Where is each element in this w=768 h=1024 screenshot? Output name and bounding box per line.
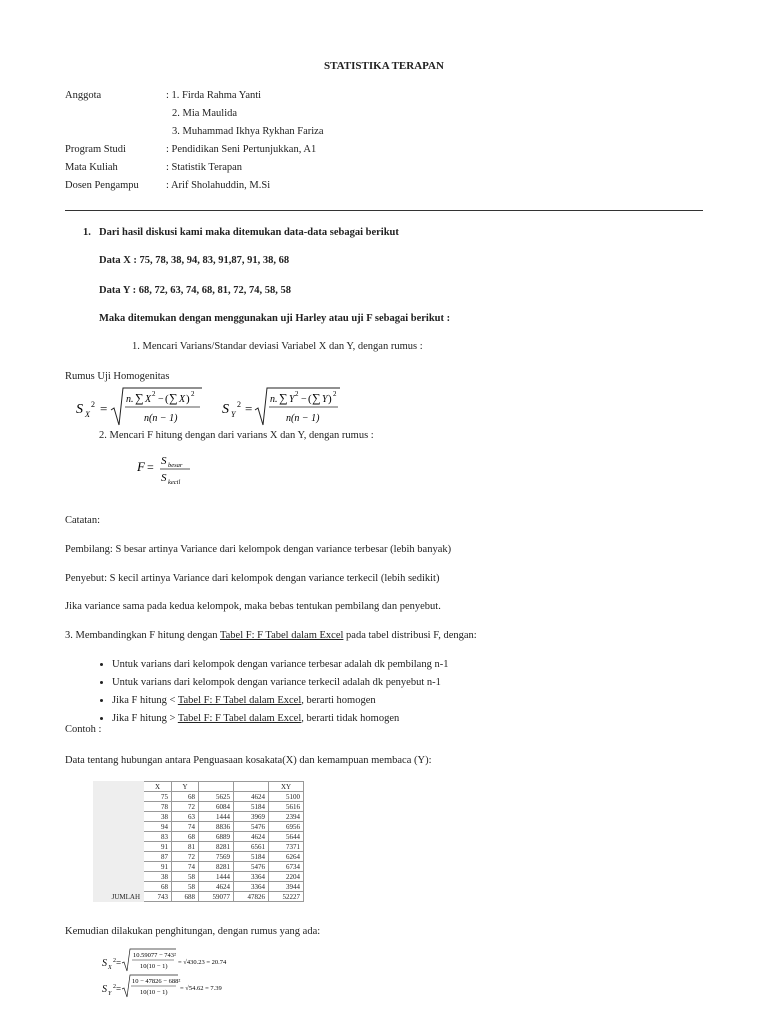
svg-text:kecil: kecil [168, 479, 181, 486]
jika-text: Jika variance sama pada kedua kelompok, maka bebas tentukan pembilang dan penyebut. [65, 601, 441, 612]
list-item: • Jika F hitung < Tabel F: F Tabel dalam Excel, berarti homogen [112, 692, 448, 710]
table-cell [94, 872, 144, 882]
step-3-post: pada tabel distribusi F, dengan: [343, 630, 477, 641]
prodi-label: Program Studi [65, 144, 126, 155]
table-cell: 5476 [234, 822, 269, 832]
prodi-value: : Pendidikan Seni Pertunjukkan, A1 [166, 144, 317, 155]
svg-text:): ) [186, 393, 190, 405]
table-cell: 8836 [199, 822, 234, 832]
svg-text:=: = [245, 401, 253, 416]
anggota-3: 3. Muhammad Ikhya Rykhan Fariza [172, 126, 324, 137]
table-row [94, 882, 304, 892]
variance-formula-y [222, 388, 340, 425]
table-cell: 6561 [234, 842, 269, 852]
svg-text:−: − [301, 394, 307, 405]
table-cell: 63 [172, 812, 199, 822]
table-cell: 5476 [234, 862, 269, 872]
table-header-cell [234, 782, 269, 792]
anggota-2: 2. Mia Maulida [172, 108, 238, 119]
calc-sx [102, 949, 227, 971]
svg-text:n(n − 1): n(n − 1) [144, 413, 178, 424]
matkul-label: Mata Kuliah [65, 162, 118, 173]
svg-text:2: 2 [333, 390, 337, 398]
table-cell [94, 812, 144, 822]
svg-text:Y: Y [108, 991, 112, 997]
table-cell: 1444 [199, 812, 234, 822]
svg-text:n(n − 1): n(n − 1) [286, 413, 320, 424]
table-cell: 688 [172, 892, 199, 902]
table-cell [94, 822, 144, 832]
svg-text:=: = [116, 984, 122, 994]
anggota-label: Anggota [65, 90, 102, 101]
table-cell: 6084 [199, 802, 234, 812]
svg-text:∑: ∑ [312, 391, 321, 405]
table-cell: 743 [144, 892, 172, 902]
catatan-label: Catatan: [65, 515, 100, 526]
svg-text:S: S [102, 958, 107, 969]
table-cell: 68 [172, 832, 199, 842]
svg-text:2: 2 [237, 400, 241, 409]
table-row [94, 852, 304, 862]
svg-text:−: − [158, 394, 164, 405]
table-cell: 59077 [199, 892, 234, 902]
page-title: STATISTIKA TERAPAN [324, 60, 444, 72]
svg-text:Y: Y [322, 394, 328, 405]
tabel-f-link[interactable]: Tabel F: F Tabel dalam Excel [177, 713, 302, 724]
svg-text:S: S [76, 402, 83, 417]
svg-text:S: S [161, 455, 167, 467]
table-cell: 81 [172, 842, 199, 852]
svg-text:10(10 − 1): 10(10 − 1) [140, 989, 168, 996]
matkul-value: : Statistik Terapan [166, 162, 243, 173]
svg-text:2: 2 [113, 958, 116, 964]
tabel-f-link[interactable]: Tabel F: F Tabel dalam Excel [177, 695, 302, 706]
svg-text:2: 2 [113, 984, 116, 990]
table-cell: 2394 [269, 812, 304, 822]
section-number: 1. [83, 227, 91, 238]
step-3-pre: 3. Membandingkan F hitung dengan [65, 630, 220, 641]
contoh-label: Contoh : [65, 724, 102, 735]
svg-text:10(10 − 1): 10(10 − 1) [140, 963, 168, 970]
svg-text:X: X [179, 394, 186, 405]
svg-text:X: X [108, 965, 112, 971]
svg-text:X: X [85, 410, 90, 419]
svg-text:(: ( [308, 393, 312, 405]
table-cell [94, 792, 144, 802]
table-row [94, 832, 304, 842]
list-item: • Untuk varians dari kelompok dengan variance terbesar adalah dk pembilang n-1 [112, 656, 448, 674]
svg-text:10 − 47826 − 688²: 10 − 47826 − 688² [132, 978, 181, 985]
table-row [94, 862, 304, 872]
table-row [94, 802, 304, 812]
svg-text:besar: besar [168, 462, 183, 469]
calculations [100, 946, 250, 1002]
anggota-1: : 1. Firda Rahma Yanti [166, 90, 262, 101]
table-cell: 72 [172, 852, 199, 862]
svg-text:2: 2 [152, 390, 156, 398]
table-cell: 3969 [234, 812, 269, 822]
table-cell: 7371 [269, 842, 304, 852]
svg-text:): ) [328, 393, 332, 405]
table-cell: 83 [144, 832, 172, 842]
table-cell: 87 [144, 852, 172, 862]
svg-text:10.59077 − 743²: 10.59077 − 743² [133, 952, 176, 959]
variance-formula-x [76, 388, 202, 425]
table-cell: 91 [144, 862, 172, 872]
table-header-row [94, 782, 304, 792]
table-cell: 74 [172, 862, 199, 872]
table-cell: 38 [144, 872, 172, 882]
svg-text:∑: ∑ [169, 391, 178, 405]
svg-text:=: = [116, 958, 122, 968]
table-cell: 6264 [269, 852, 304, 862]
step-3 [65, 630, 477, 641]
svg-text:S: S [161, 472, 167, 484]
table-cell: 2204 [269, 872, 304, 882]
table-cell: 5184 [234, 802, 269, 812]
svg-text:= √430.23 = 20.74: = √430.23 = 20.74 [178, 959, 227, 966]
svg-text:S: S [102, 984, 107, 995]
table-cell: 5644 [269, 832, 304, 842]
table-header-cell: XY [269, 782, 304, 792]
svg-text:∑: ∑ [135, 391, 144, 405]
table-cell: 6956 [269, 822, 304, 832]
table-cell: 8281 [199, 862, 234, 872]
table-cell: 3364 [234, 872, 269, 882]
table-row [94, 872, 304, 882]
table-cell: 4624 [234, 832, 269, 842]
penyebut-text: Penyebut: S kecil artinya Variance dari kelompok dengan variance terkecil (lebih sedikit) [65, 573, 440, 584]
variance-formulas [74, 385, 344, 430]
table-row [94, 812, 304, 822]
step-2: 2. Mencari F hitung dengan dari varians X dan Y, dengan rumus : [99, 430, 374, 441]
table-cell: 68 [144, 882, 172, 892]
table-cell: 3944 [269, 882, 304, 892]
table-cell: 72 [172, 802, 199, 812]
table-cell [94, 832, 144, 842]
f-formula [137, 451, 197, 487]
method-text: Maka ditemukan dengan menggunakan uji Harley atau uji F sebagai berikut : [99, 313, 451, 324]
svg-text:=: = [100, 401, 108, 416]
table-cell: 6734 [269, 862, 304, 872]
table-row [94, 892, 304, 902]
svg-text:X: X [145, 394, 152, 405]
table-cell [94, 842, 144, 852]
table-cell: JUMLAH [94, 892, 144, 902]
table-header-cell: Y [172, 782, 199, 792]
tabel-f-link[interactable]: Tabel F: F Tabel dalam Excel [219, 630, 344, 641]
table-row [94, 842, 304, 852]
svg-text:=: = [147, 460, 154, 474]
table-body [94, 792, 304, 902]
table-cell: 38 [144, 812, 172, 822]
table-cell: 91 [144, 842, 172, 852]
divider [65, 210, 703, 211]
table-header-cell [199, 782, 234, 792]
table-cell: 58 [172, 882, 199, 892]
pembilang-text: Pembilang: S besar artinya Variance dari kelompok dengan variance terbesar (lebih banyak) [65, 544, 452, 555]
data-x: Data X : 75, 78, 38, 94, 83, 91,87, 91, 38, 68 [99, 255, 290, 266]
table-cell: 68 [172, 792, 199, 802]
rumus-label: Rumus Uji Homogenitas [65, 371, 170, 382]
svg-text:Y: Y [289, 394, 295, 405]
table-cell: 52227 [269, 892, 304, 902]
table-cell: 6889 [199, 832, 234, 842]
table-row [94, 792, 304, 802]
dosen-value: : Arif Sholahuddin, M.Si [166, 180, 271, 191]
table-cell [94, 852, 144, 862]
criteria-list [95, 656, 448, 728]
table-cell: 1444 [199, 872, 234, 882]
table-cell: 5100 [269, 792, 304, 802]
table-header-cell: X [144, 782, 172, 792]
table-cell [94, 862, 144, 872]
svg-text:Y: Y [231, 410, 236, 419]
table-cell: 4624 [234, 792, 269, 802]
step-1: 1. Mencari Varians/Standar deviasi Variabel X dan Y, dengan rumus : [132, 341, 423, 352]
kemudian-text: Kemudian dilakukan penghitungan, dengan rumus yang ada: [65, 926, 321, 937]
section-heading: Dari hasil diskusi kami maka ditemukan data-data sebagai berikut [99, 227, 399, 238]
table-row [94, 822, 304, 832]
calc-sy [102, 975, 222, 997]
svg-text:2: 2 [191, 390, 195, 398]
table-cell: 5184 [234, 852, 269, 862]
table-cell: 5625 [199, 792, 234, 802]
list-item: • Untuk varians dari kelompok dengan variance terkecil adalah dk penyebut n-1 [112, 674, 448, 692]
data-tentang-text: Data tentang hubungan antara Penguasaan kosakata(X) dan kemampuan membaca (Y): [65, 755, 432, 766]
svg-text:n.: n. [126, 394, 134, 405]
table-cell: 78 [144, 802, 172, 812]
table-cell: 4624 [199, 882, 234, 892]
table-cell: 5616 [269, 802, 304, 812]
svg-text:F: F [137, 459, 145, 474]
svg-text:∑: ∑ [279, 391, 288, 405]
table-cell: 8281 [199, 842, 234, 852]
table-cell: 47826 [234, 892, 269, 902]
table-header-cell [94, 782, 144, 792]
data-y: Data Y : 68, 72, 63, 74, 68, 81, 72, 74, 58, 58 [99, 285, 292, 296]
svg-text:2: 2 [91, 400, 95, 409]
svg-text:(: ( [165, 393, 169, 405]
svg-text:2: 2 [295, 390, 299, 398]
table-cell: 58 [172, 872, 199, 882]
table-cell: 94 [144, 822, 172, 832]
svg-text:n.: n. [270, 394, 278, 405]
svg-text:S: S [222, 402, 229, 417]
table-cell [94, 882, 144, 892]
table-cell: 7569 [199, 852, 234, 862]
data-table [93, 781, 304, 902]
table-cell: 75 [144, 792, 172, 802]
table-cell: 3364 [234, 882, 269, 892]
dosen-label: Dosen Pengampu [65, 180, 139, 191]
table-cell [94, 802, 144, 812]
list-item: • Jika F hitung > Tabel F: F Tabel dalam Excel, berarti tidak homogen [112, 710, 448, 728]
table-cell: 74 [172, 822, 199, 832]
svg-text:= √54.62 = 7.39: = √54.62 = 7.39 [180, 985, 222, 992]
